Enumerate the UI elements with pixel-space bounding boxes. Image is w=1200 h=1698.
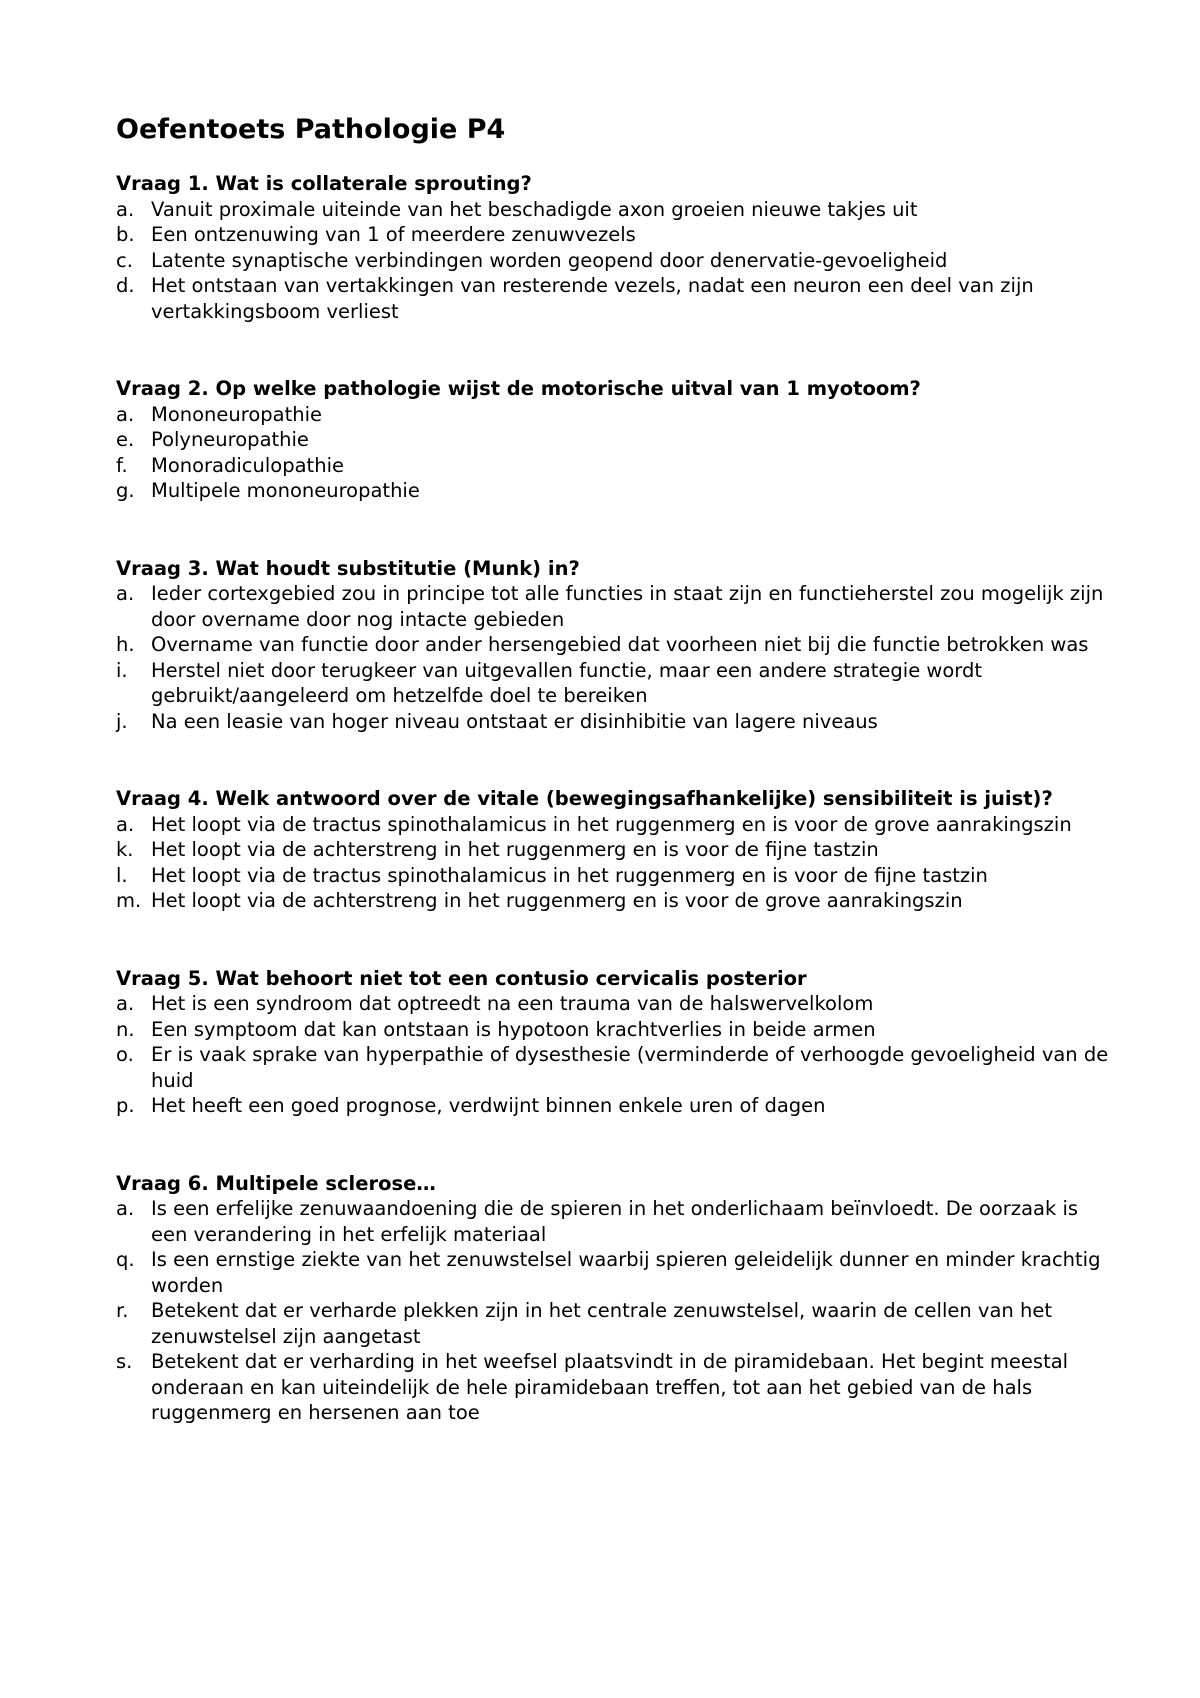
option-item (116, 1196, 1116, 1247)
question-title: Vraag 4. Welk antwoord over de vitale (bewegingsafhankelijke) sensibiliteit is juist)? (116, 787, 1053, 811)
option-item (116, 632, 1116, 658)
option-letter: a. (116, 402, 135, 426)
option-item (116, 248, 1116, 274)
option-item (116, 1093, 1116, 1119)
option-item (116, 888, 1116, 914)
option-text: Herstel niet door terugkeer van uitgevallen functie, maar een andere strategie wordt gebruikt/aangeleerd om hetzelfde doel te bereiken (151, 658, 982, 708)
option-text: Het ontstaan van vertakkingen van resterende vezels, nadat een neuron een deel van zijn vertakkingsboom verliest (151, 274, 1034, 323)
option-text: Na een leasie van hoger niveau ontstaat er disinhibitie van lagere niveaus (151, 709, 878, 733)
option-text: Het loopt via de tractus spinothalamicus in het ruggenmerg en is voor de grove aanrakingszin (151, 812, 1072, 836)
option-text: Het heeft een goed prognose, verdwijnt binnen enkele uren of dagen (151, 1094, 826, 1118)
option-list (116, 581, 1116, 734)
option-letter: l. (116, 863, 128, 887)
option-text: Het is een syndroom dat optreedt na een trauma van de halswervelkolom (151, 992, 874, 1016)
option-letter: m. (116, 889, 142, 913)
option-text: Mononeuropathie (151, 402, 323, 426)
option-letter: c. (116, 248, 133, 272)
option-item (116, 581, 1116, 632)
option-letter: h. (116, 633, 135, 657)
option-text: Betekent dat er verharde plekken zijn in het centrale zenuwstelsel, waarin de cellen van het zenuwstelsel zijn aangetast (151, 1299, 1052, 1348)
option-item (116, 197, 1116, 223)
option-letter: s. (116, 1350, 133, 1374)
option-list (116, 812, 1116, 914)
question-3 (116, 556, 1116, 735)
option-text: Ieder cortexgebied zou in principe tot alle functies in staat zijn en functieherstel zou mogelijk zijn door overname door nog intacte gebieden (151, 582, 1104, 631)
option-text: Is een ernstige ziekte van het zenuwstelsel waarbij spieren geleidelijk dunner en minder krachtig worden (151, 1248, 1101, 1297)
option-letter: f. (116, 453, 128, 477)
option-text: Het loopt via de achterstreng in het ruggenmerg en is voor de grove aanrakingszin (151, 889, 963, 913)
option-letter: a. (116, 812, 135, 836)
option-item (116, 1042, 1116, 1093)
option-item (116, 402, 1116, 428)
option-text: Monoradiculopathie (151, 453, 344, 477)
option-item (116, 1298, 1116, 1349)
option-text: Polyneuropathie (151, 428, 309, 452)
document-page (116, 112, 1116, 1478)
option-text: Een symptoom dat kan ontstaan is hypotoon krachtverlies in beide armen (151, 1017, 876, 1041)
option-letter: a. (116, 582, 135, 606)
option-text: Betekent dat er verharding in het weefsel plaatsvindt in de piramidebaan. Het begint meestal onderaan en kan uiteindelijk de hele piramidebaan treffen, tot aan het gebied van de hals ruggenmerg en hersenen aan toe (151, 1350, 1069, 1425)
option-letter: n. (116, 1017, 135, 1041)
question-5 (116, 966, 1116, 1119)
option-letter: k. (116, 838, 134, 862)
option-letter: p. (116, 1094, 135, 1118)
option-letter: r. (116, 1299, 129, 1323)
question-1 (116, 171, 1116, 324)
option-text: Overname van functie door ander hersengebied dat voorheen niet bij die functie betrokken was (151, 633, 1089, 657)
option-item (116, 1349, 1116, 1426)
option-list (116, 197, 1116, 325)
option-item (116, 991, 1116, 1017)
option-item (116, 427, 1116, 453)
option-list (116, 402, 1116, 504)
option-text: Latente synaptische verbindingen worden geopend door denervatie-gevoeligheid (151, 248, 948, 272)
option-text: Het loopt via de achterstreng in het ruggenmerg en is voor de fijne tastzin (151, 838, 879, 862)
option-text: Is een erfelijke zenuwaandoening die de spieren in het onderlichaam beïnvloedt. De oorzaak is een verandering in het erfelijk materiaal (151, 1197, 1079, 1246)
option-item (116, 453, 1116, 479)
option-letter: a. (116, 1197, 135, 1221)
option-item (116, 837, 1116, 863)
question-title: Vraag 3. Wat houdt substitutie (Munk) in? (116, 556, 580, 580)
option-list (116, 991, 1116, 1119)
option-letter: i. (116, 658, 128, 682)
question-title: Vraag 2. Op welke pathologie wijst de motorische uitval van 1 myotoom? (116, 377, 921, 401)
document-title: Oefentoets Pathologie P4 (116, 114, 506, 145)
option-item (116, 222, 1116, 248)
option-item (116, 812, 1116, 838)
option-text: Een ontzenuwing van 1 of meerdere zenuwvezels (151, 223, 636, 247)
option-letter: e. (116, 428, 135, 452)
option-item (116, 1017, 1116, 1043)
option-text: Het loopt via de tractus spinothalamicus in het ruggenmerg en is voor de fijne tastzin (151, 863, 988, 887)
option-letter: j. (116, 709, 128, 733)
option-letter: d. (116, 274, 135, 298)
question-4 (116, 786, 1116, 914)
option-letter: a. (116, 197, 135, 221)
option-letter: b. (116, 223, 135, 247)
option-item (116, 709, 1116, 735)
question-title: Vraag 1. Wat is collaterale sprouting? (116, 172, 532, 196)
option-item (116, 273, 1116, 324)
option-letter: o. (116, 1043, 134, 1067)
question-title: Vraag 6. Multipele sclerose… (116, 1171, 436, 1195)
option-letter: g. (116, 479, 135, 503)
question-6 (116, 1171, 1116, 1426)
option-text: Er is vaak sprake van hyperpathie of dysesthesie (verminderde of verhoogde gevoeligheid van de huid (151, 1043, 1109, 1092)
option-item (116, 658, 1116, 709)
question-2 (116, 376, 1116, 504)
option-letter: q. (116, 1248, 135, 1272)
option-text: Vanuit proximale uiteinde van het beschadigde axon groeien nieuwe takjes uit (151, 197, 918, 221)
option-letter: a. (116, 992, 135, 1016)
option-text: Multipele mononeuropathie (151, 479, 420, 503)
option-item (116, 863, 1116, 889)
option-list (116, 1196, 1116, 1426)
option-item (116, 1247, 1116, 1298)
option-item (116, 478, 1116, 504)
question-title: Vraag 5. Wat behoort niet tot een contusio cervicalis posterior (116, 966, 807, 990)
